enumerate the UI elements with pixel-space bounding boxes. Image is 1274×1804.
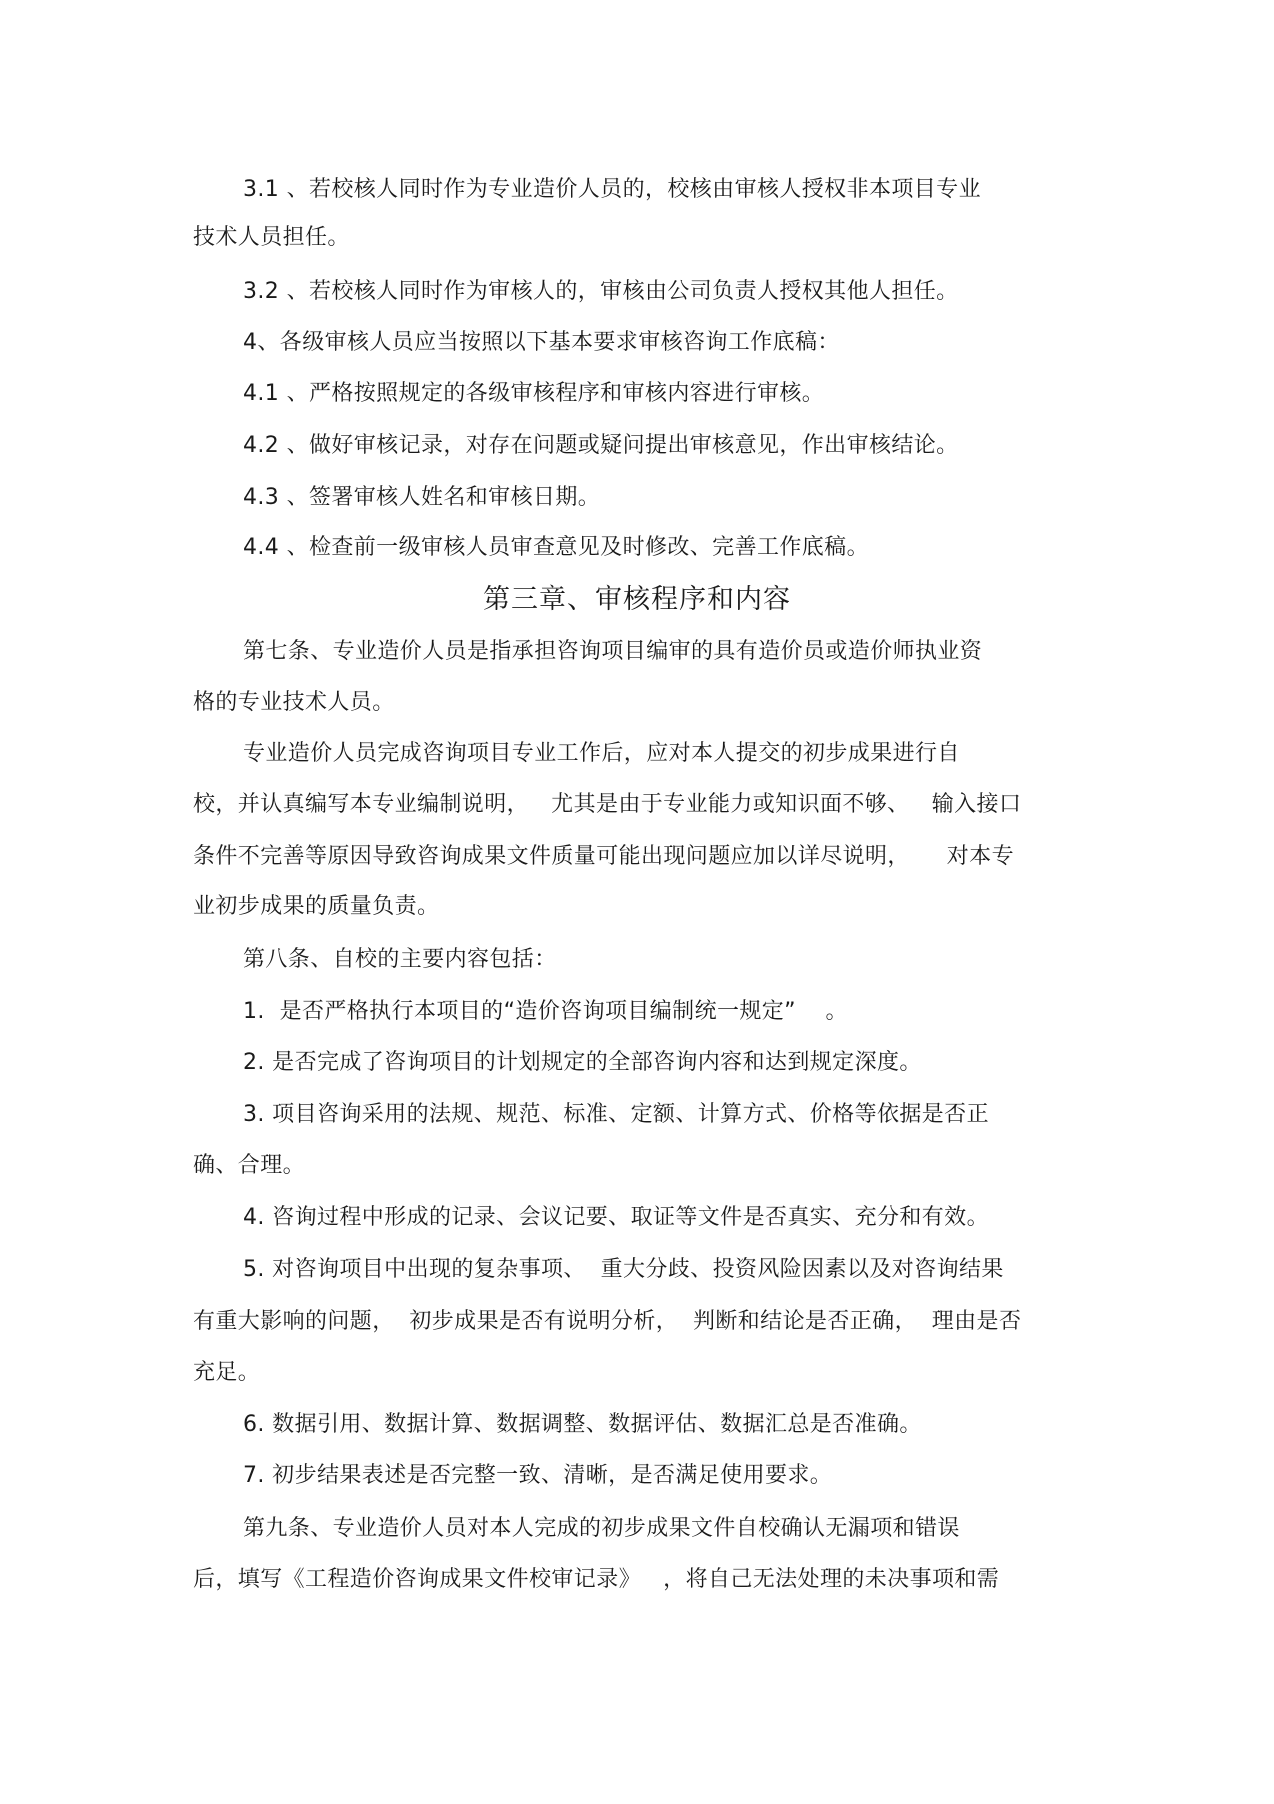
paragraph-4-2: 4.2 、做好审核记录，对存在问题或疑问提出审核意见，作出审核结论。: [243, 433, 959, 458]
paragraph-self-check-cont-2: 条件不完善等原因导致咨询成果文件质量可能出现问题应加以详尽说明， 对本专: [193, 844, 1014, 869]
paragraph-4: 4、各级审核人员应当按照以下基本要求审核咨询工作底稿：: [243, 330, 840, 355]
paragraph-3-1: 3.1 、若校核人同时作为专业造价人员的，校核由审核人授权非本项目专业: [243, 177, 981, 202]
article-9-cont: 后，填写《工程造价咨询成果文件校审记录》 ，将自己无法处理的未决事项和需: [193, 1567, 1000, 1592]
list-item-1: 1. 是否严格执行本项目的“造价咨询项目编制统一规定” 。: [243, 999, 848, 1024]
list-item-5-cont-2: 充足。: [193, 1360, 261, 1385]
paragraph-4-1: 4.1 、严格按照规定的各级审核程序和审核内容进行审核。: [243, 381, 825, 406]
paragraph-self-check: 专业造价人员完成咨询项目专业工作后，应对本人提交的初步成果进行自: [243, 741, 960, 766]
list-item-2: 2. 是否完成了咨询项目的计划规定的全部咨询内容和达到规定深度。: [243, 1050, 922, 1075]
paragraph-3-2: 3.2 、若校核人同时作为审核人的，审核由公司负责人授权其他人担任。: [243, 279, 959, 304]
list-item-6: 6. 数据引用、数据计算、数据调整、数据评估、数据汇总是否准确。: [243, 1412, 922, 1437]
list-item-5: 5. 对咨询项目中出现的复杂事项、 重大分歧、投资风险因素以及对咨询结果: [243, 1257, 1004, 1282]
paragraph-self-check-cont-3: 业初步成果的质量负责。: [193, 894, 440, 919]
chapter-heading: 第三章、审核程序和内容: [483, 584, 791, 615]
list-item-3: 3. 项目咨询采用的法规、规范、标准、定额、计算方式、价格等依据是否正: [243, 1102, 989, 1127]
article-7: 第七条、专业造价人员是指承担咨询项目编审的具有造价员或造价师执业资: [243, 639, 983, 664]
list-item-5-cont-1: 有重大影响的问题， 初步成果是否有说明分析， 判断和结论是否正确， 理由是否: [193, 1309, 1022, 1334]
paragraph-self-check-cont-1: 校，并认真编写本专业编制说明， 尤其是由于专业能力或知识面不够、 输入接口: [193, 792, 1022, 817]
list-item-3-cont: 确、合理。: [193, 1153, 306, 1178]
paragraph-4-4: 4.4 、检查前一级审核人员审查意见及时修改、完善工作底稿。: [243, 535, 869, 560]
article-9: 第九条、专业造价人员对本人完成的初步成果文件自校确认无漏项和错误: [243, 1516, 960, 1541]
article-7-cont: 格的专业技术人员。: [193, 690, 395, 715]
list-item-4: 4. 咨询过程中形成的记录、会议记要、取证等文件是否真实、充分和有效。: [243, 1205, 989, 1230]
list-item-7: 7. 初步结果表述是否完整一致、清晰，是否满足使用要求。: [243, 1463, 833, 1488]
paragraph-4-3: 4.3 、签署审核人姓名和审核日期。: [243, 485, 601, 510]
paragraph-3-1-cont: 技术人员担任。: [193, 225, 350, 250]
article-8: 第八条、自校的主要内容包括：: [243, 947, 557, 972]
